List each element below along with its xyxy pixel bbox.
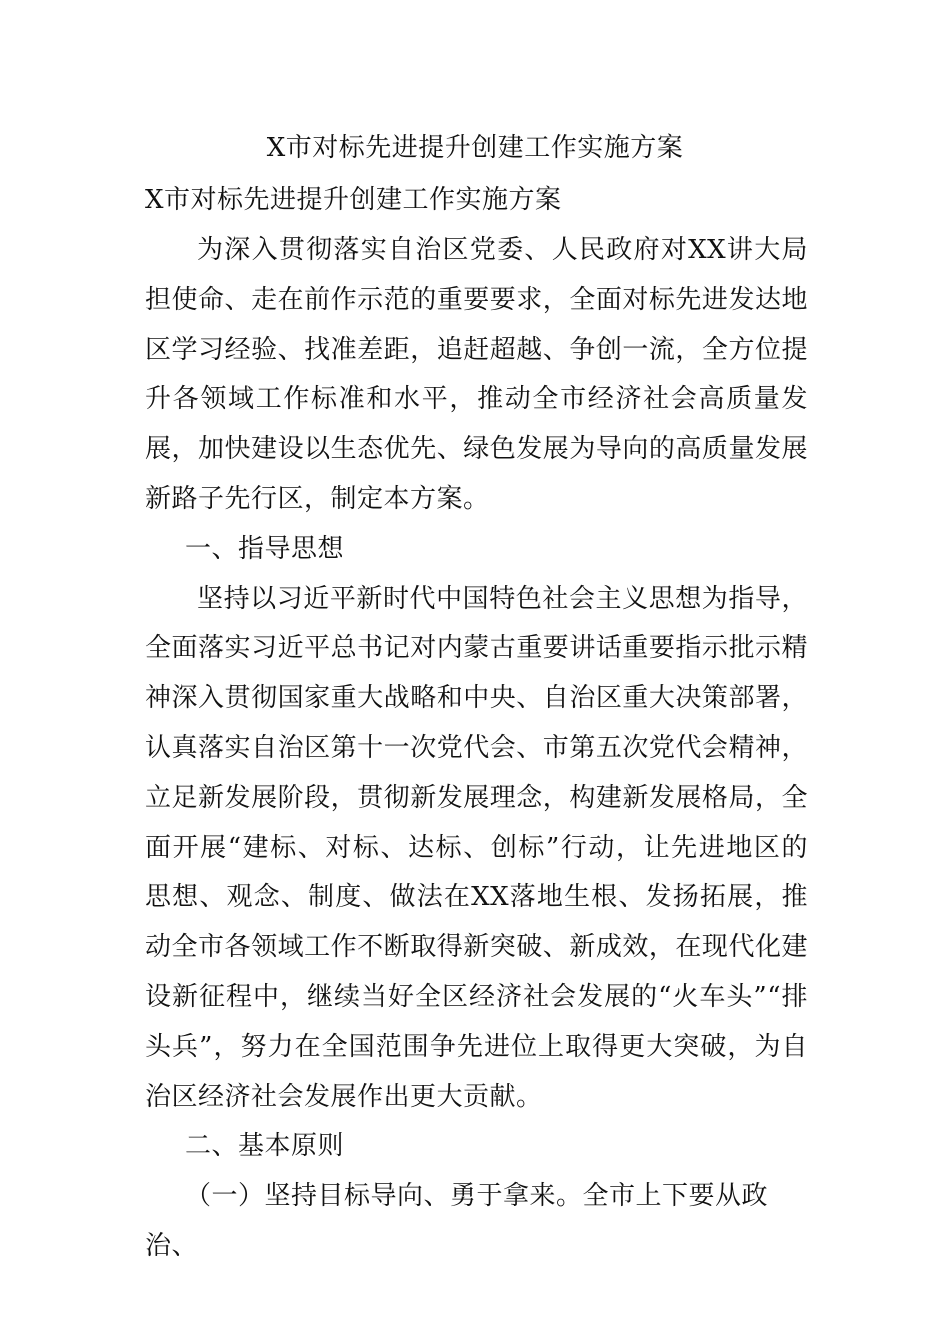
intro-paragraph: 为深入贯彻落实自治区党委、人民政府对XX讲大局担使命、走在前作示范的重要要求，全面对标先进发达地区学习经验、找准差距，追赶超越、争创一流，全方位提升各领域工作标准和水平，推动全市经济社会高质量发展，加快建设以生态优先、绿色发展为导向的高质量发展新路子先行区，制定本方案。 [145, 235, 808, 514]
principle-item-1: （一）坚持目标导向、勇于拿来。全市上下要从政治、 [145, 1181, 769, 1261]
document-body [145, 226, 808, 1272]
guiding-ideology-paragraph: 坚持以习近平新时代中国特色社会主义思想为指导，全面落实习近平总书记对内蒙古重要讲话重要指示批示精神深入贯彻国家重大战略和中央、自治区重大决策部署，认真落实自治区第十一次党代会、市第五次党代会精神，立足新发展阶段，贯彻新发展理念，构建新发展格局，全面开展“建标、对标、达标、创标”行动，让先进地区的思想、观念、制度、做法在XX落地生根、发扬拓展，推动全市各领域工作不断取得新突破、新成效，在现代化建设新征程中，继续当好全区经济社会发展的“火车头”“排头兵”，努力在全国范围争先进位上取得更大突破，为自治区经济社会发展作出更大贡献。 [145, 583, 808, 1112]
document-subtitle: X市对标先进提升创建工作实施方案 [145, 185, 562, 215]
section-heading-basic-principles: 二、基本原则 [185, 1131, 345, 1162]
section-heading-guiding-ideology: 一、指导思想 [185, 533, 345, 564]
document-title: X市对标先进提升创建工作实施方案 [266, 133, 684, 163]
